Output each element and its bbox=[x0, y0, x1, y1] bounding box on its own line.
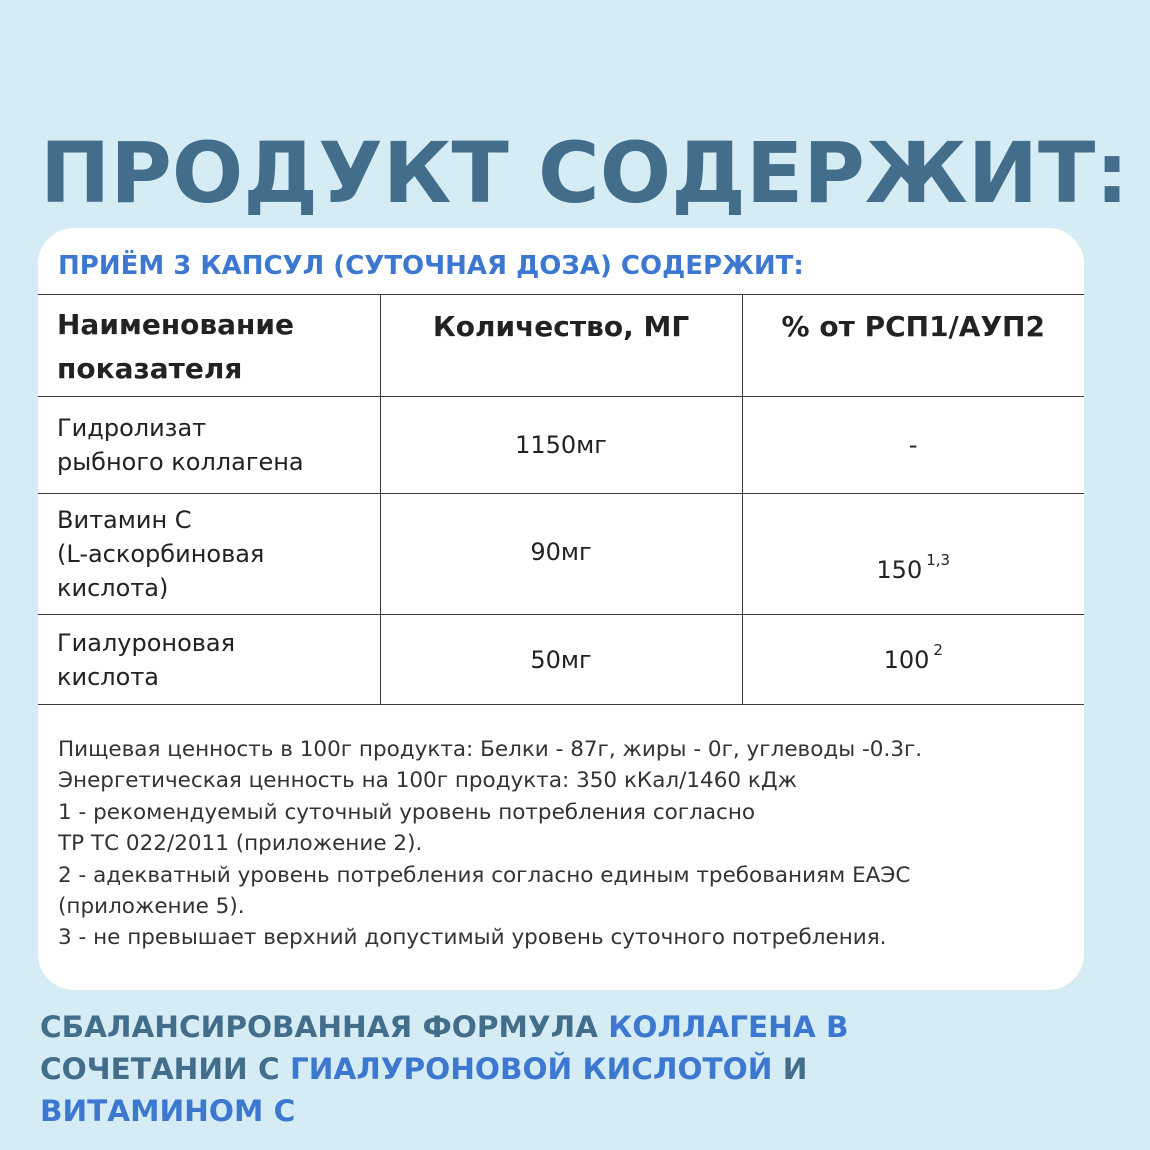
note-line: 3 - не превышает верхний допустимый уровень суточного потребления. bbox=[58, 925, 887, 951]
row-amount-value: 90мг bbox=[530, 538, 592, 566]
composition-table bbox=[38, 294, 1084, 705]
row-percent-value: 150 bbox=[876, 556, 923, 584]
row-percent bbox=[742, 494, 1084, 615]
table-row bbox=[38, 494, 1084, 615]
note-line: Энергетическая ценность на 100г продукта: 350 кКал/1460 кДж bbox=[58, 768, 798, 794]
row-name bbox=[38, 615, 380, 705]
table-row bbox=[38, 397, 1084, 494]
formula-tagline bbox=[40, 1006, 1120, 1132]
table-row bbox=[38, 615, 1084, 705]
tagline-text: СОЧЕТАНИИ С bbox=[40, 1052, 290, 1086]
footnote-ref: 2 bbox=[933, 640, 943, 659]
row-percent-group bbox=[876, 551, 951, 584]
row-name-line: кислота bbox=[57, 662, 159, 691]
tagline-text: И bbox=[772, 1052, 808, 1086]
tagline-highlight: КОЛЛАГЕНА В bbox=[608, 1010, 849, 1044]
tagline-line-1 bbox=[40, 1006, 1120, 1048]
header-percent: % от РСП1/АУП2 bbox=[742, 295, 1084, 397]
row-name-line: Гидролизат bbox=[57, 414, 207, 442]
dose-subtitle: ПРИЁМ 3 КАПСУЛ (СУТОЧНАЯ ДОЗА) СОДЕРЖИТ: bbox=[58, 251, 804, 281]
row-percent-value: - bbox=[908, 431, 918, 459]
header-amount: Количество, МГ bbox=[380, 295, 742, 397]
row-amount: 1150мг bbox=[380, 397, 742, 494]
footnote-ref: 1,3 bbox=[926, 551, 951, 569]
row-name-line: рыбного коллагена bbox=[57, 448, 304, 476]
row-name bbox=[38, 397, 380, 494]
table-header-row bbox=[38, 295, 1084, 397]
row-name-line: кислота) bbox=[57, 574, 169, 602]
row-name-line: Витамин С bbox=[57, 506, 192, 534]
row-name bbox=[38, 494, 380, 615]
tagline-text: СБАЛАНСИРОВАННАЯ ФОРМУЛА bbox=[40, 1010, 609, 1044]
nutrition-notes bbox=[58, 734, 1068, 954]
row-percent bbox=[742, 615, 1084, 705]
header-name-text: Наименование показателя bbox=[57, 308, 294, 385]
tagline-highlight: ГИАЛУРОНОВОЙ КИСЛОТОЙ bbox=[289, 1052, 773, 1086]
note-line: (приложение 5). bbox=[58, 894, 245, 920]
row-percent bbox=[742, 397, 1084, 494]
page-title: ПРОДУКТ СОДЕРЖИТ: bbox=[40, 124, 1129, 222]
note-line: 1 - рекомендуемый суточный уровень потребления согласно bbox=[58, 799, 756, 825]
row-name-line: (L-аскорбиновая bbox=[57, 540, 265, 568]
row-amount bbox=[380, 494, 742, 615]
tagline-highlight: ВИТАМИНОМ С bbox=[40, 1094, 296, 1128]
composition-card bbox=[38, 228, 1084, 990]
row-percent-value: 100 bbox=[883, 645, 930, 674]
note-line: 2 - адекватный уровень потребления согласно единым требованиям ЕАЭС bbox=[58, 862, 911, 888]
note-line: ТР ТС 022/2011 (приложение 2). bbox=[58, 831, 423, 857]
row-name-line: Гиалуроновая bbox=[57, 628, 236, 657]
header-name bbox=[38, 295, 380, 397]
note-line: Пищевая ценность в 100г продукта: Белки - 87г, жиры - 0г, углеводы -0.3г. bbox=[58, 737, 923, 762]
row-amount: 50мг bbox=[380, 615, 742, 705]
tagline-line-3 bbox=[40, 1090, 1120, 1132]
tagline-line-2 bbox=[40, 1048, 1120, 1090]
